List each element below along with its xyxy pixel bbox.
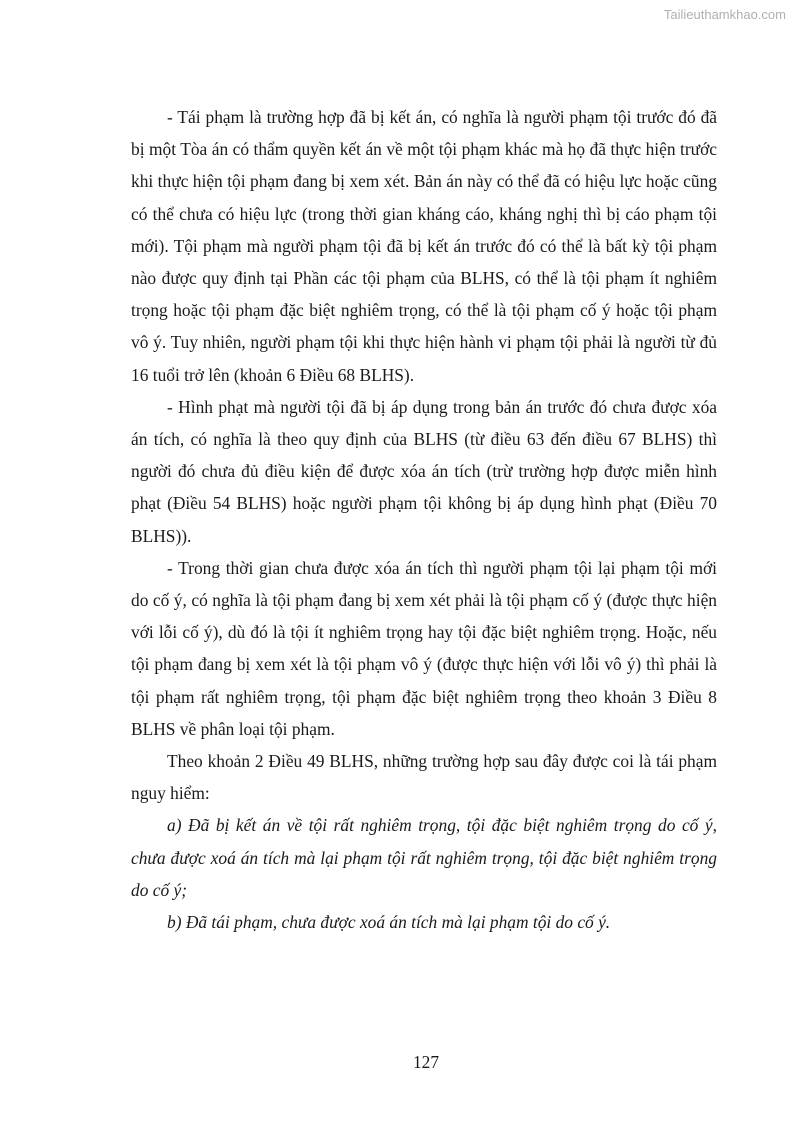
page-number-footer: [0, 1052, 794, 1073]
watermark-text: Tailieuthamkhao.com: [663, 7, 786, 22]
paragraph-khoan-2: Theo khoản 2 Điều 49 BLHS, những trường hợp sau đây được coi là tái phạm nguy hiểm:: [131, 751, 717, 804]
page-number: 127: [412, 1052, 440, 1072]
paragraph-toi-moi: - Trong thời gian chưa được xóa án tích thì người phạm tội lại phạm tội mới do cố ý, có nghĩa là tội phạm đang bị xem xét phải là tội phạm cố ý (được thực hiện với lỗi cố ý), dù đó là tội ít nghiêm trọng hay tội đặc biệt nghiêm trọng. Hoặc, nếu tội phạm đang bị xem xét là tội phạm vô ý (được thực hiện với lỗi vô ý) thì phải là tội phạm rất nghiêm trọng, tội phạm đặc biệt nghiêm trọng theo khoản 3 Điều 8 BLHS về phân loại tội phạm.: [131, 557, 717, 739]
document-body: [131, 101, 717, 938]
paragraph-case-b: b) Đã tái phạm, chưa được xoá án tích mà lại phạm tội do cố ý.: [167, 912, 611, 933]
paragraph-tai-pham: - Tái phạm là trường hợp đã bị kết án, có nghĩa là người phạm tội trước đó đã bị một Tòa án có thẩm quyền kết án về một tội phạm khác mà họ đã thực hiện trước khi thực hiện tội phạm đang bị xem xét. Bản án này có thể đã có hiệu lực hoặc cũng có thể chưa có hiệu lực (trong thời gian kháng cáo, kháng nghị thì bị cáo phạm tội mới). Tội phạm mà người phạm tội đã bị kết án trước đó có thể là bất kỳ tội phạm nào được quy định tại Phần các tội phạm của BLHS, có thể là tội phạm ít nghiêm trọng hoặc tội phạm đặc biệt nghiêm trọng, có thể là tội phạm cố ý hoặc tội phạm vô ý. Tuy nhiên, người phạm tội khi thực hiện hành vi phạm tội phải là người từ đủ 16 tuổi trở lên (khoản 6 Điều 68 BLHS).: [131, 107, 717, 385]
paragraph-case-a: a) Đã bị kết án về tội rất nghiêm trọng, tội đặc biệt nghiêm trọng do cố ý, chưa được xoá án tích mà lại phạm tội rất nghiêm trọng, tội đặc biệt nghiêm trọng do cố ý;: [131, 815, 717, 900]
paragraph-hinh-phat: - Hình phạt mà người tội đã bị áp dụng trong bản án trước đó chưa được xóa án tích, có nghĩa là theo quy định của BLHS (từ điều 63 đến điều 67 BLHS) thì người đó chưa đủ điều kiện để được xóa án tích (trừ trường hợp được miễn hình phạt (Điều 54 BLHS) hoặc người phạm tội không bị áp dụng hình phạt (Điều 70 BLHS)).: [131, 396, 717, 546]
